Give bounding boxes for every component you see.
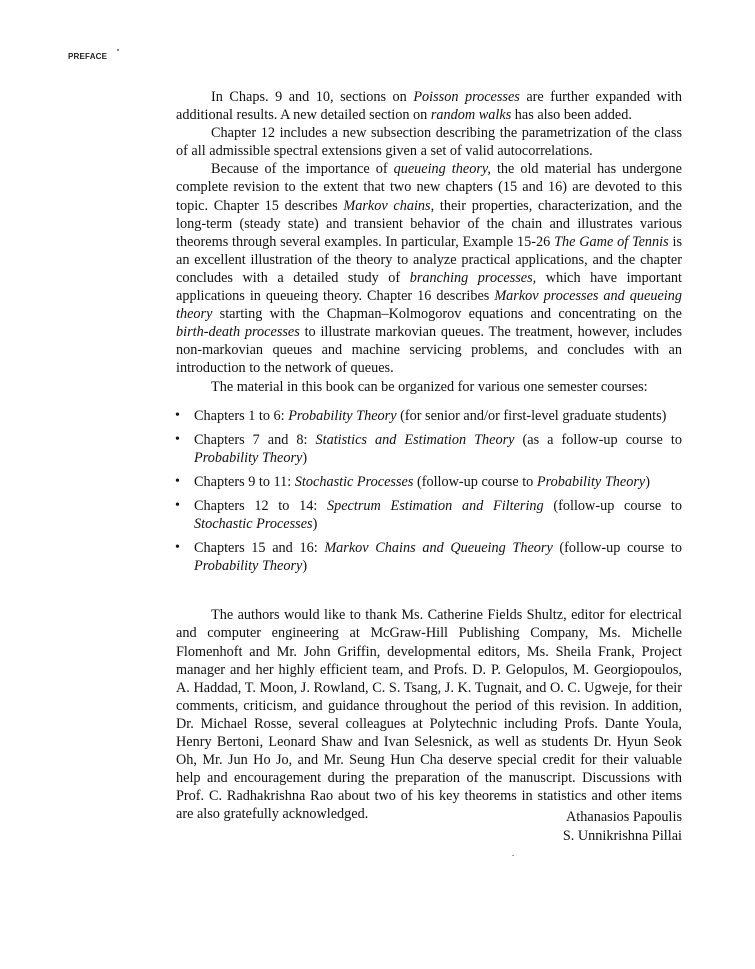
course-chapters: Chapters 12 to 14: bbox=[194, 497, 327, 514]
text: Because of the importance of bbox=[211, 161, 394, 178]
paragraph-course-intro bbox=[176, 378, 682, 396]
italic-term: queueing theory, bbox=[393, 161, 491, 178]
course-list bbox=[176, 407, 682, 576]
author-signatures bbox=[563, 808, 682, 846]
list-item bbox=[176, 431, 682, 467]
list-item bbox=[176, 407, 682, 425]
course-note: (follow-up course to bbox=[543, 497, 682, 514]
course-note: (follow-up course to bbox=[552, 540, 682, 557]
bullet-icon: • bbox=[175, 431, 180, 447]
text: In Chaps. 9 and 10, sections on bbox=[211, 89, 414, 105]
text: the old material has undergone complete revision to the extent that two new chapters (15 and 16) are devoted to this topic. Chapter 15 describes bbox=[176, 161, 682, 214]
italic-term: Markov processes and queueing theory bbox=[176, 288, 682, 323]
course-title: Spectrum Estimation and Filtering bbox=[326, 497, 544, 514]
course-title: Statistics and Estimation Theory bbox=[315, 431, 515, 448]
course-chapters: Chapters 9 to 11: bbox=[194, 473, 295, 490]
course-note-end: ) bbox=[302, 449, 308, 466]
course-note-end: ) bbox=[312, 516, 318, 533]
course-note-italic: Stochastic Processes bbox=[194, 516, 313, 533]
italic-term: birth-death processes bbox=[176, 324, 300, 341]
paragraph-acknowledgments: The authors would like to thank Ms. Catherine Fields Shultz, editor for electrical and computer engineering at McGraw-Hill Publishing Company, Ms. Michelle Flomenhoft and Mr. John Griffin, developmental editors, Ms. Sheila Frank, Project manager and her highly efficient team, and Profs. D. P. Gelopulos, M. Georgiopoulos, A. Haddad, T. Moon, J. Rowland, C. S. Tsang, J. K. Tugnait, and O. C. Ugweje, for their comments, criticism, and guidance throughout the period of this revision. In addition, Dr. Michael Rosse, several colleagues at Polytechnic including Profs. Dante Youla, Henry Bertoni, Leonard Shaw and Ivan Selesnick, as well as students Dr. Hyun Seok Oh, Mr. Jun Ho Jo, and Mr. Seung Hun Cha deserve special credit for their valuable help and encouragement during the preparation of the manuscript. Discussions with Prof. C. Radhakrishna Rao about two of his key theorems in statistics and other items are also gratefully acknowledged. bbox=[176, 607, 682, 823]
bullet-icon: • bbox=[175, 473, 180, 489]
course-chapters: Chapters 7 and 8: bbox=[194, 431, 316, 448]
text: to illustrate markovian queues. The treatment, however, includes non-markovian queues and machine servicing problems, and concludes with an introduction to the network of queues. bbox=[176, 324, 682, 377]
italic-term: branching processes, bbox=[409, 269, 537, 286]
bullet-icon: • bbox=[175, 540, 180, 556]
bullet-icon: • bbox=[175, 497, 180, 513]
course-note-italic: Probability Theory bbox=[194, 449, 303, 466]
course-title: Stochastic Processes bbox=[294, 473, 414, 490]
paragraph-chapter-12 bbox=[176, 124, 682, 160]
list-item bbox=[176, 473, 682, 491]
list-item bbox=[176, 539, 682, 575]
header-mark bbox=[117, 49, 119, 51]
course-chapters: Chapters 1 to 6: bbox=[194, 407, 289, 424]
text: Chapter 12 includes a new subsection describing the parametrization of the class of all admissible spectral extensions given a set of valid autocorrelations. bbox=[176, 125, 682, 160]
preface-body bbox=[176, 88, 682, 823]
italic-term: random walks bbox=[430, 107, 512, 124]
text: is an excellent illustration of the theory to analyze practical applications, and the chapter concludes with a detailed study of bbox=[176, 233, 682, 286]
course-note: (follow-up course to bbox=[413, 473, 537, 490]
course-title: Probability Theory bbox=[288, 407, 397, 424]
author-name: S. Unnikrishna Pillai bbox=[562, 828, 682, 844]
italic-term: The Game of Tennis bbox=[554, 233, 669, 250]
course-note: (as a follow-up course to bbox=[514, 431, 682, 448]
text: starting with the Chapman–Kolmogorov equations and concentrating on the bbox=[212, 306, 682, 323]
course-note-end: ) bbox=[302, 558, 308, 575]
course-note-italic: Probability Theory bbox=[536, 473, 646, 490]
italic-term: Markov chains, bbox=[343, 197, 435, 214]
list-item bbox=[176, 497, 682, 533]
text: has also been added. bbox=[511, 107, 632, 124]
course-title: Markov Chains and Queueing Theory bbox=[324, 540, 553, 557]
text: their properties, characterization, and the long-term (steady state) and transient behavior of the chain and illustrates various theorems through several examples. In particular, Example 15-26 bbox=[176, 197, 682, 250]
italic-term: Poisson processes bbox=[413, 89, 520, 105]
course-note-end: ) bbox=[645, 473, 650, 490]
text: The material in this book can be organized for various one semester courses: bbox=[211, 378, 648, 395]
page-header: PREFACE bbox=[68, 52, 108, 61]
text: are further expanded with additional results. A new detailed section on bbox=[176, 89, 682, 124]
page-mark bbox=[512, 855, 514, 856]
course-note-italic: Probability Theory bbox=[194, 558, 303, 575]
bullet-icon: • bbox=[175, 407, 180, 423]
course-chapters: Chapters 15 and 16: bbox=[194, 540, 325, 557]
author-name: Athanasios Papoulis bbox=[566, 809, 682, 825]
text: which have important applications in queueing theory. Chapter 16 describes bbox=[176, 269, 682, 305]
course-note: (for senior and/or first-level graduate students) bbox=[396, 407, 667, 424]
paragraph-poisson bbox=[176, 88, 682, 124]
paragraph-queueing bbox=[176, 160, 682, 377]
